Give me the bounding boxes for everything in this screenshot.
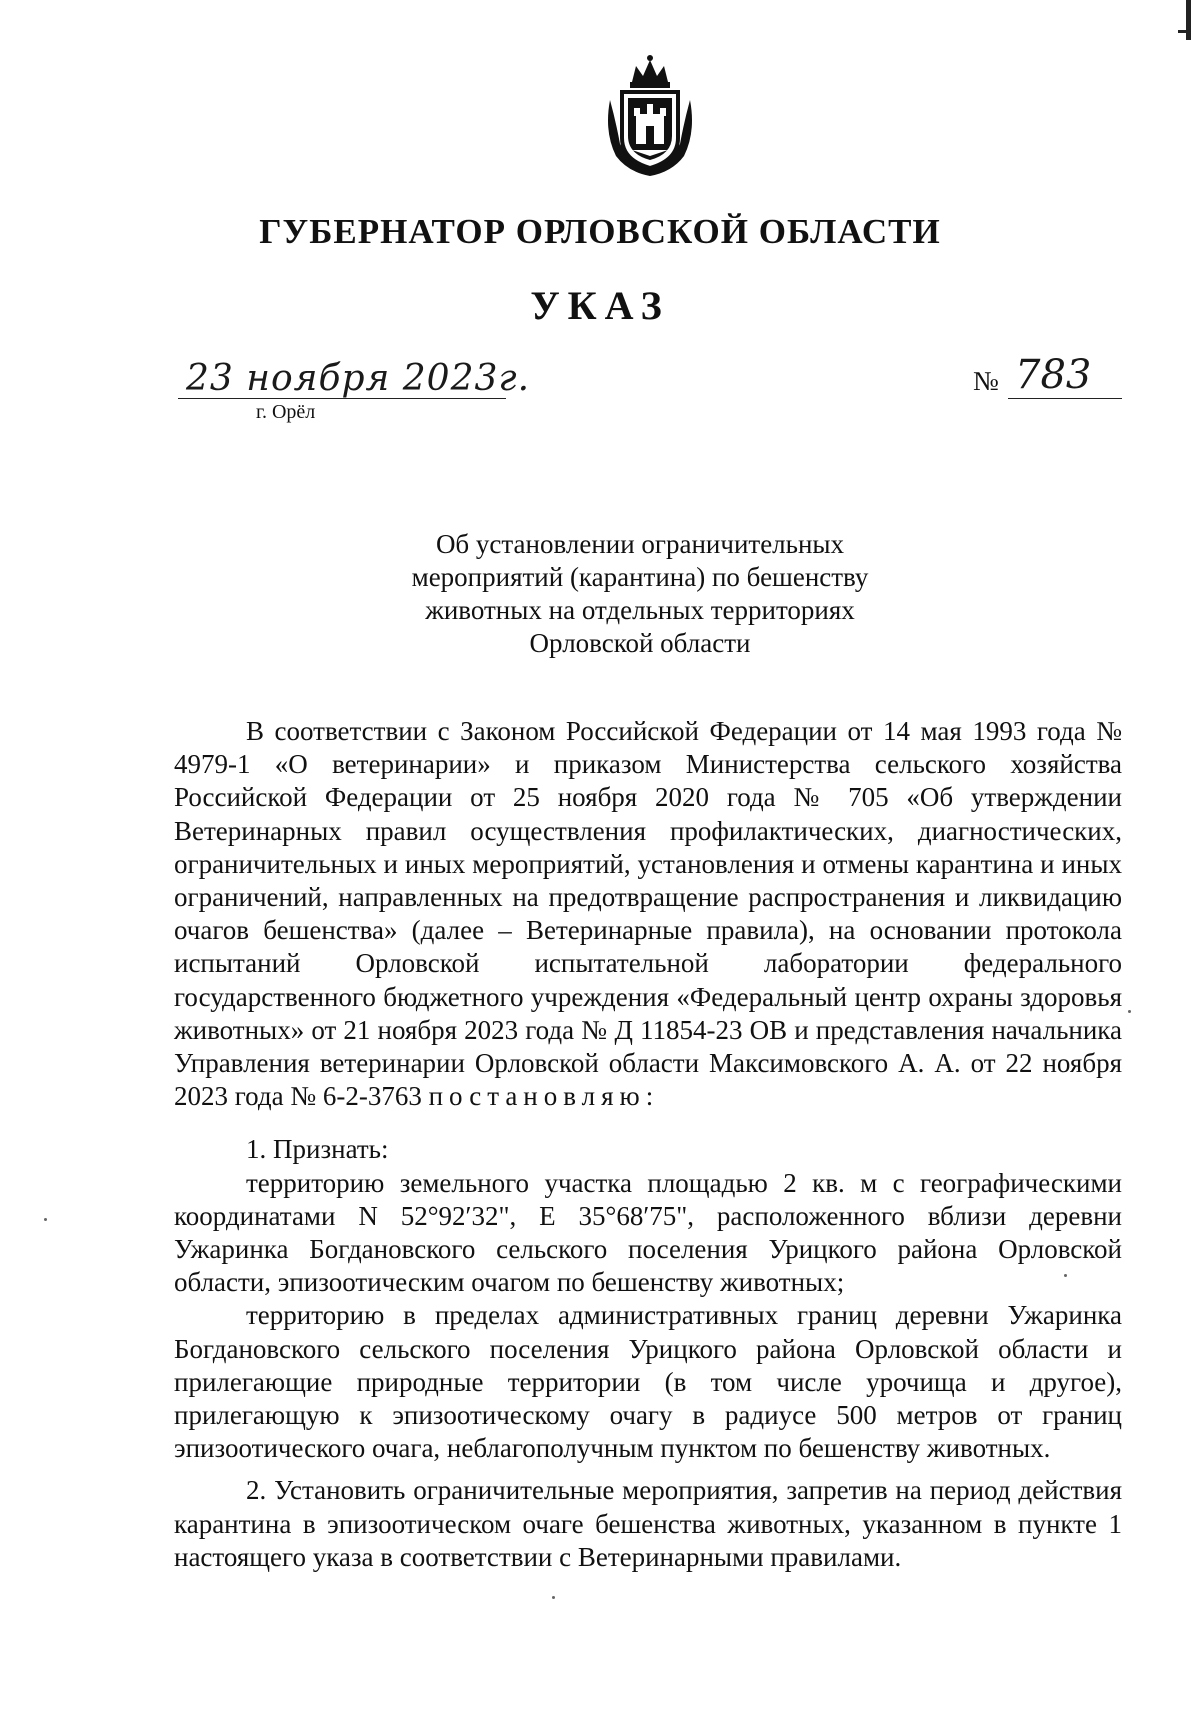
- date-underline: [178, 398, 506, 399]
- city-label: г. Орёл: [256, 401, 316, 423]
- subject-line: Орловской области: [529, 628, 751, 658]
- preamble-text: В соответствии с Законом Российской Федерации от 14 мая 1993 года № 4979-1 «О ветеринарии» и приказом Министерства сельского хозяйства Российской Федерации от 25 ноября 2020 года № 705 «Об утверждении Ветеринарных правил осуществления профилактических, диагностических, ограничительных и иных мероприятий, установления и отмены карантина и иных ограничений, направленных на предотвращение распространения и ликвидацию очагов бешенства» (далее – Ветеринарные правила), на основании протокола испытаний Орловской испытательной лаборатории федерального государственного бюджетного учреждения «Федеральный центр охраны здоровья животных» от 21 ноября 2023 года № Д 11854-23 ОВ и представления начальника Управления ветеринарии Орловской области Максимовского А. А. от 22 ноября 2023 года № 6-2-3763: [174, 716, 1122, 1112]
- number-sign: №: [973, 366, 999, 396]
- scan-speck: [44, 1218, 47, 1221]
- document-type: УКАЗ: [530, 283, 670, 328]
- decree-word: постановляю:: [428, 1081, 660, 1112]
- item-1-title: 1. Признать:: [246, 1134, 389, 1165]
- handwritten-date: 23 ноября 2023г.: [186, 358, 531, 399]
- handwritten-number: 783: [1015, 352, 1092, 398]
- number-underline: [1008, 398, 1122, 399]
- item-1-paragraph-b: территорию в пределах административных границ деревни Ужаринка Богдановского сельского поселения Урицкого района Орловской области и прилегающие природные территории (в том числе урочища и другое), прилегающую к эпизоотическому очагу в радиусе 500 метров от границ эпизоотического очага, неблагополучным пунктом по бешенству животных.: [174, 1300, 1122, 1464]
- scan-edge-mark: [1186, 0, 1191, 40]
- scan-edge-mark: [1178, 30, 1190, 33]
- decree-body: [174, 715, 1122, 1574]
- item-1-paragraph-a: территорию земельного участка площадью 2 кв. м с географическими координатами N 52°92′32", E 35°68′75", расположенного вблизи деревни Ужаринка Богдановского сельского поселения Урицкого района Орловской области, эпизоотическим очагом по бешенству животных;: [174, 1167, 1122, 1298]
- subject-line: мероприятий (карантина) по бешенству: [411, 562, 869, 592]
- decree-subject: [350, 528, 930, 660]
- scan-speck: [1064, 1274, 1067, 1277]
- coat-of-arms-emblem: [602, 52, 698, 180]
- issuing-authority: ГУБЕРНАТОР ОРЛОВСКОЙ ОБЛАСТИ: [259, 212, 941, 251]
- scan-speck: [1128, 1010, 1131, 1013]
- item-2-paragraph: 2. Установить ограничительные мероприятия, запретив на период действия карантина в эпизоотическом очаге бешенства животных, указанном в пункте 1 настоящего указа в соответствии с Ветеринарными правилами.: [174, 1475, 1122, 1572]
- subject-line: Об установлении ограничительных: [435, 529, 845, 559]
- scan-speck: [552, 1596, 555, 1599]
- subject-line: животных на отдельных территориях: [425, 595, 855, 625]
- preamble-paragraph: [174, 715, 1122, 1113]
